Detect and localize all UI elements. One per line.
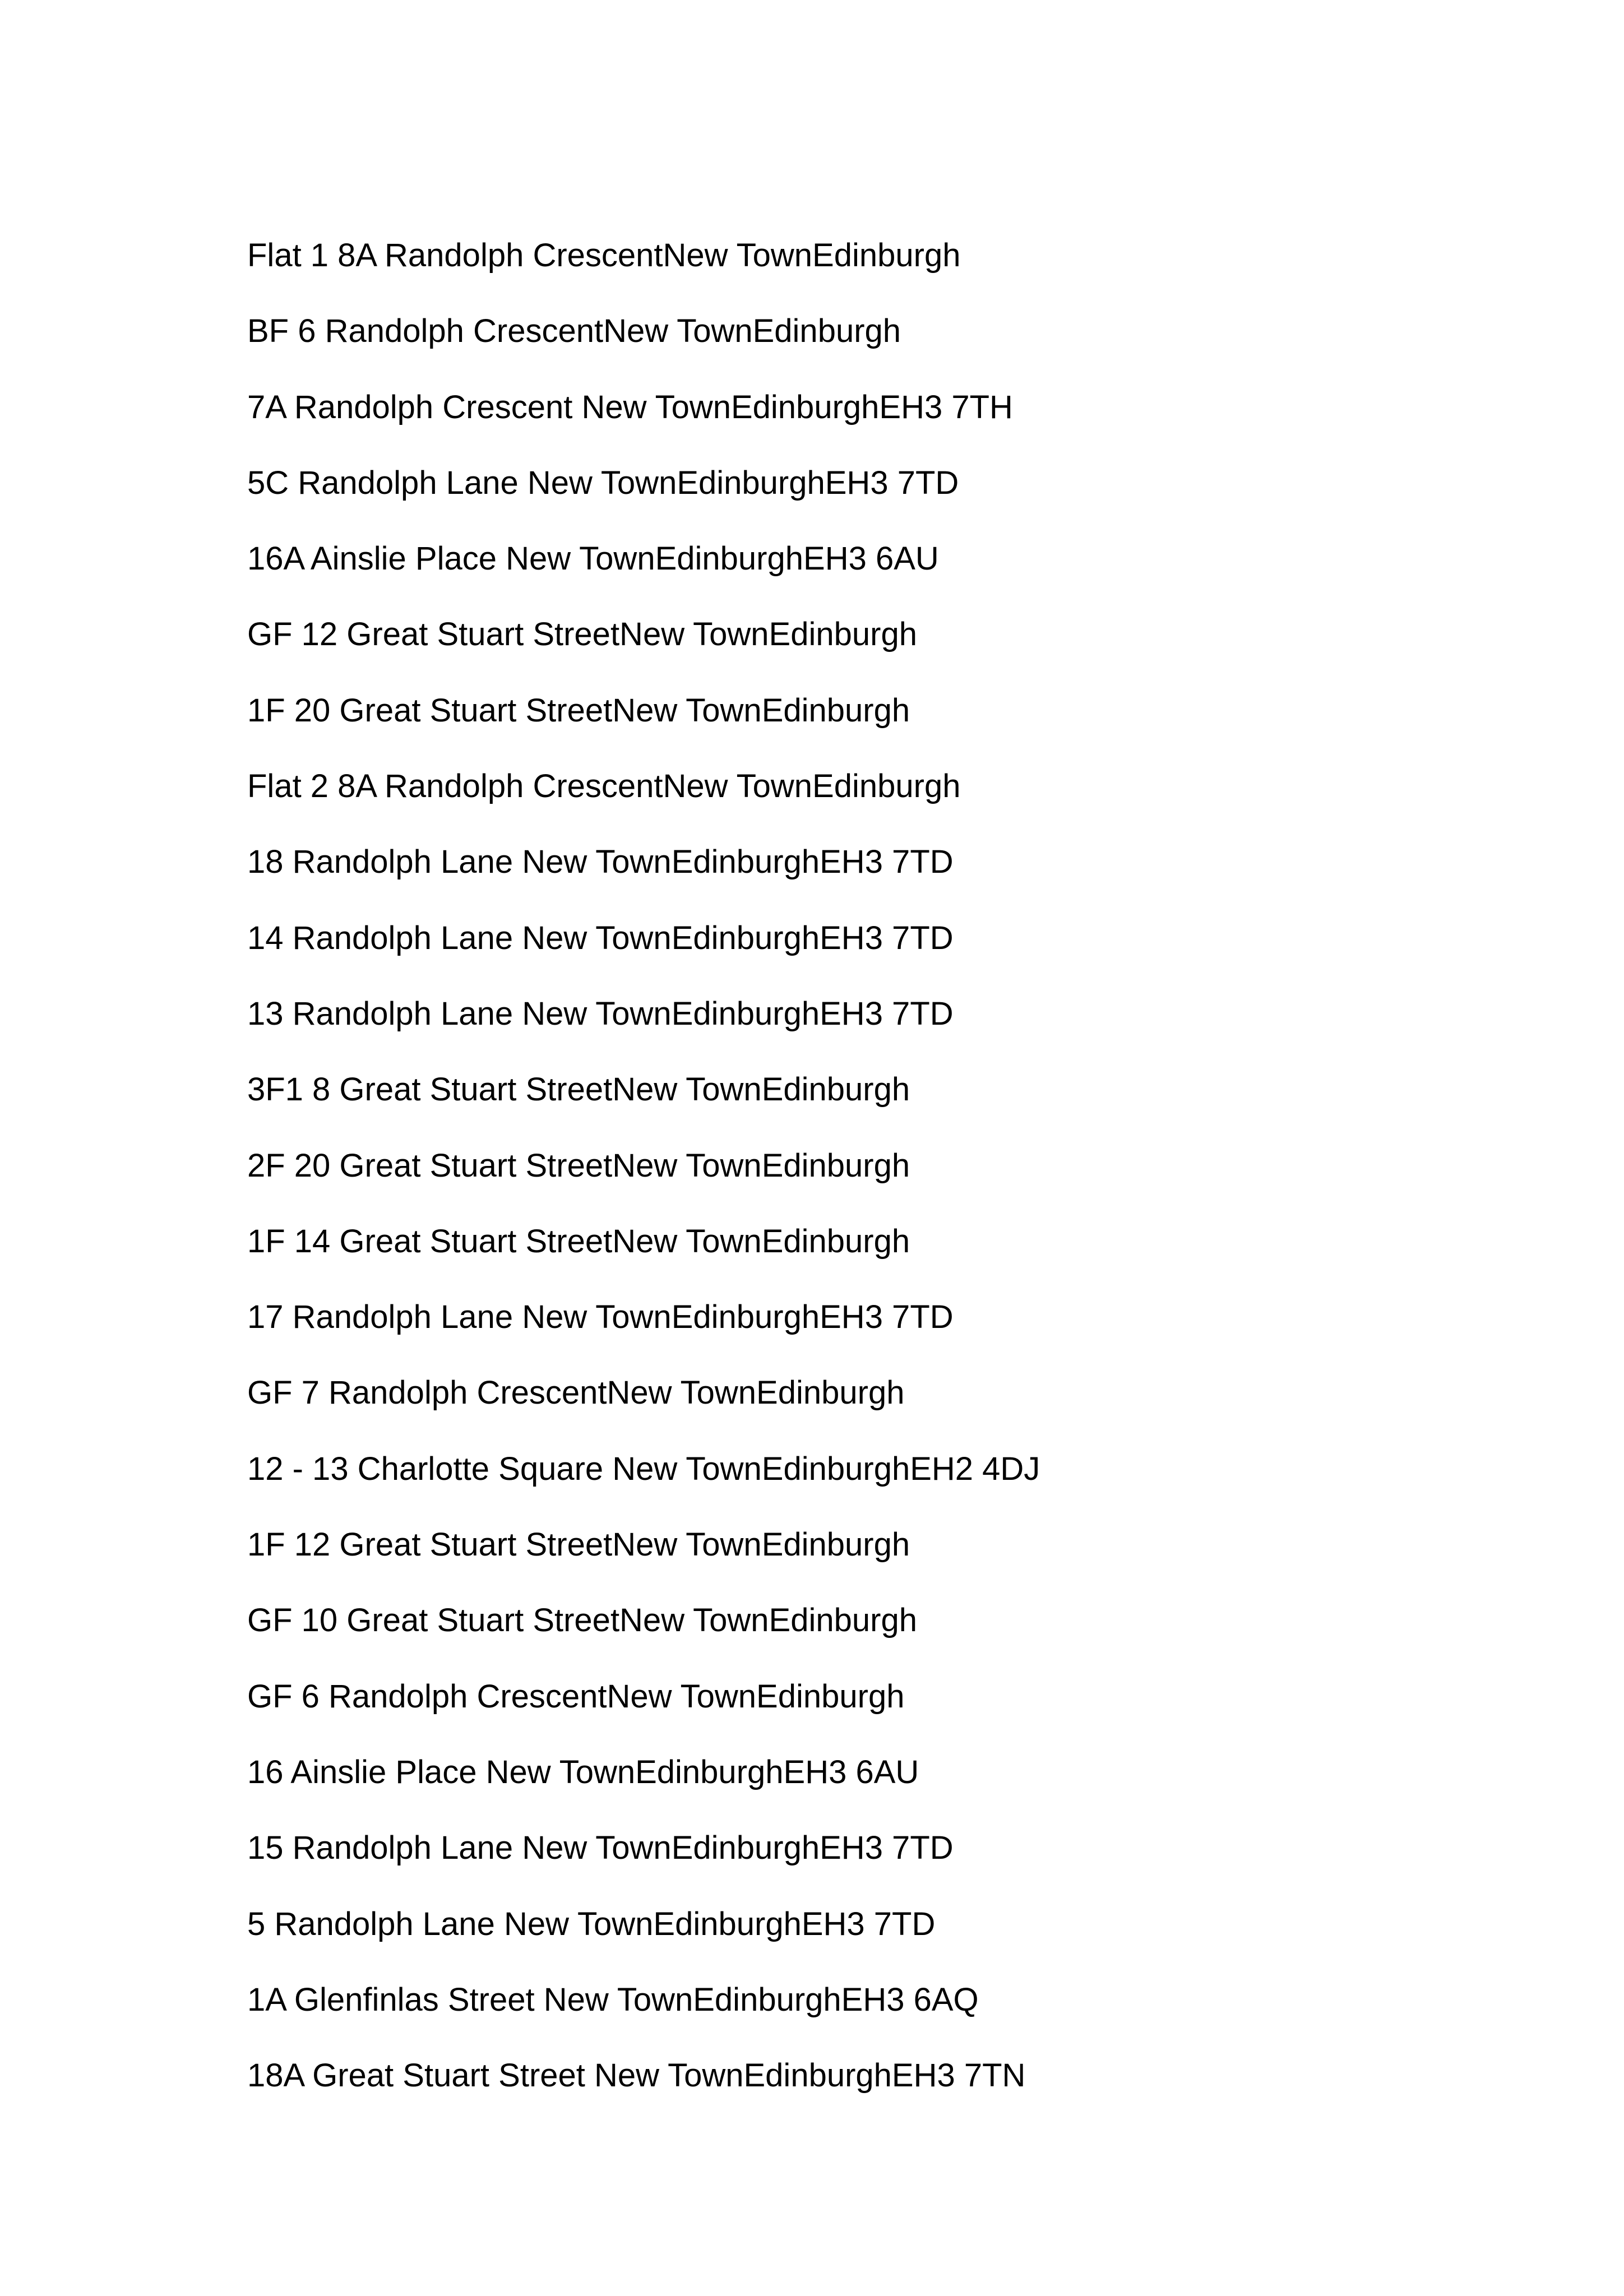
address-line: 7A Randolph Crescent New TownEdinburghEH3 7TH bbox=[247, 388, 1013, 425]
address-line: 1F 12 Great Stuart StreetNew TownEdinburgh bbox=[247, 1526, 910, 1563]
address-line: Flat 1 8A Randolph CrescentNew TownEdinburgh bbox=[247, 237, 961, 274]
address-line: GF 6 Randolph CrescentNew TownEdinburgh bbox=[247, 1678, 905, 1715]
address-line: 12 - 13 Charlotte Square New TownEdinburghEH2 4DJ bbox=[247, 1450, 1040, 1487]
address-line: 17 Randolph Lane New TownEdinburghEH3 7TD bbox=[247, 1299, 954, 1336]
address-line: 2F 20 Great Stuart StreetNew TownEdinburgh bbox=[247, 1147, 910, 1184]
address-line: 5C Randolph Lane New TownEdinburghEH3 7TD bbox=[247, 464, 959, 501]
address-line: GF 7 Randolph CrescentNew TownEdinburgh bbox=[247, 1374, 905, 1411]
address-line: 18A Great Stuart Street New TownEdinburghEH3 7TN bbox=[247, 2057, 1026, 2094]
address-line: 3F1 8 Great Stuart StreetNew TownEdinburgh bbox=[247, 1071, 910, 1108]
address-line: 15 Randolph Lane New TownEdinburghEH3 7TD bbox=[247, 1830, 954, 1867]
address-line: GF 10 Great Stuart StreetNew TownEdinburgh bbox=[247, 1602, 917, 1639]
address-line: Flat 2 8A Randolph CrescentNew TownEdinburgh bbox=[247, 768, 961, 805]
address-list bbox=[247, 230, 1040, 2126]
address-line: 1F 14 Great Stuart StreetNew TownEdinburgh bbox=[247, 1223, 910, 1260]
address-line: 1F 20 Great Stuart StreetNew TownEdinburgh bbox=[247, 692, 910, 729]
address-line: BF 6 Randolph CrescentNew TownEdinburgh bbox=[247, 313, 901, 350]
address-line: GF 12 Great Stuart StreetNew TownEdinburgh bbox=[247, 616, 917, 653]
address-line: 1A Glenfinlas Street New TownEdinburghEH3 6AQ bbox=[247, 1981, 979, 2018]
address-line: 16A Ainslie Place New TownEdinburghEH3 6AU bbox=[247, 540, 939, 577]
address-line: 5 Randolph Lane New TownEdinburghEH3 7TD bbox=[247, 1905, 936, 1942]
address-line: 14 Randolph Lane New TownEdinburghEH3 7TD bbox=[247, 919, 954, 956]
address-line: 18 Randolph Lane New TownEdinburghEH3 7TD bbox=[247, 844, 954, 881]
address-line: 16 Ainslie Place New TownEdinburghEH3 6AU bbox=[247, 1753, 919, 1790]
address-line: 13 Randolph Lane New TownEdinburghEH3 7TD bbox=[247, 995, 954, 1032]
